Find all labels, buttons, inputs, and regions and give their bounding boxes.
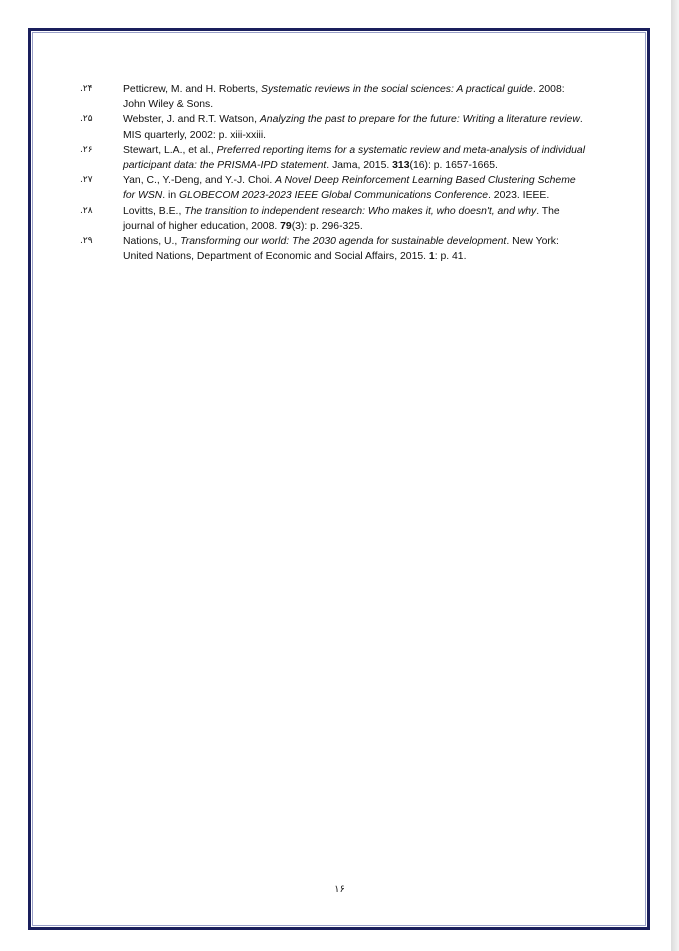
reference-publication: . New York: United Nations, Department of Economic and Social Affairs, 2015. — [123, 236, 559, 263]
reference-number: ۲۸. — [80, 205, 93, 216]
reference-number: ۲۵. — [80, 114, 93, 125]
reference-title: A Novel Deep Reinforcement Learning Based Clustering Scheme for WSN — [123, 175, 576, 202]
reference-text — [123, 206, 560, 232]
reference-authors: Stewart, L.A., et al., — [123, 144, 217, 156]
reference-publication: . The journal of higher education, 2008. — [123, 205, 560, 232]
reference-authors: Nations, U., — [123, 236, 181, 248]
reference-volume: 1 — [428, 251, 435, 263]
reference-publication: . 2023. IEEE. — [488, 190, 550, 202]
reference-authors: Lovitts, B.E., — [123, 205, 185, 217]
reference-item — [80, 143, 590, 173]
reference-volume: 79 — [280, 220, 292, 232]
reference-pages: (16): p. 1657-1665. — [409, 160, 498, 172]
reference-publication: . MIS quarterly, 2002: p. xiii-xxiii. — [123, 114, 583, 141]
reference-publication: . Jama, 2015. — [326, 160, 393, 172]
reference-item — [80, 234, 590, 264]
reference-text — [123, 145, 585, 171]
reference-number: ۲۴. — [80, 84, 93, 94]
reference-title: Transforming our world: The 2030 agenda for sustainable development — [180, 236, 507, 248]
reference-text — [123, 236, 559, 262]
reference-item — [80, 82, 590, 112]
reference-text — [123, 114, 583, 140]
reference-item — [80, 173, 590, 203]
reference-title: Systematic reviews in the social sciences: A practical guide — [261, 84, 533, 95]
reference-pages: : p. 41. — [434, 251, 467, 263]
reference-title: The transition to independent research: Who makes it, who doesn't, and why — [184, 205, 537, 217]
reference-pages: (3): p. 296-325. — [291, 220, 363, 232]
reference-text — [123, 175, 576, 201]
reference-text — [123, 84, 565, 110]
reference-item — [80, 204, 590, 234]
reference-authors: Yan, C., Y.-Deng, and Y.-J. Choi. — [123, 175, 276, 187]
reference-number: ۲۷. — [80, 175, 93, 186]
reference-publication: . 2008: John Wiley & Sons. — [123, 84, 565, 111]
reference-connector: . in — [162, 190, 180, 202]
reference-volume: 313 — [392, 160, 410, 172]
reference-authors: Webster, J. and R.T. Watson, — [123, 114, 260, 126]
reference-item — [80, 112, 590, 142]
page-number: ۱۶ — [334, 884, 345, 895]
reference-title: Analyzing the past to prepare for the future: Writing a literature review — [259, 114, 580, 126]
reference-conference: GLOBECOM 2023-2023 IEEE Global Communications Conference — [179, 190, 489, 202]
page-edge-shadow — [671, 0, 679, 951]
reference-number: ۲۶. — [80, 144, 93, 155]
reference-list — [80, 82, 590, 264]
reference-authors: Petticrew, M. and H. Roberts, — [123, 84, 262, 95]
reference-number: ۲۹. — [80, 236, 93, 247]
reference-title: Preferred reporting items for a systematic review and meta-analysis of individual participant data: the PRISMA-IPD statement — [123, 144, 586, 172]
